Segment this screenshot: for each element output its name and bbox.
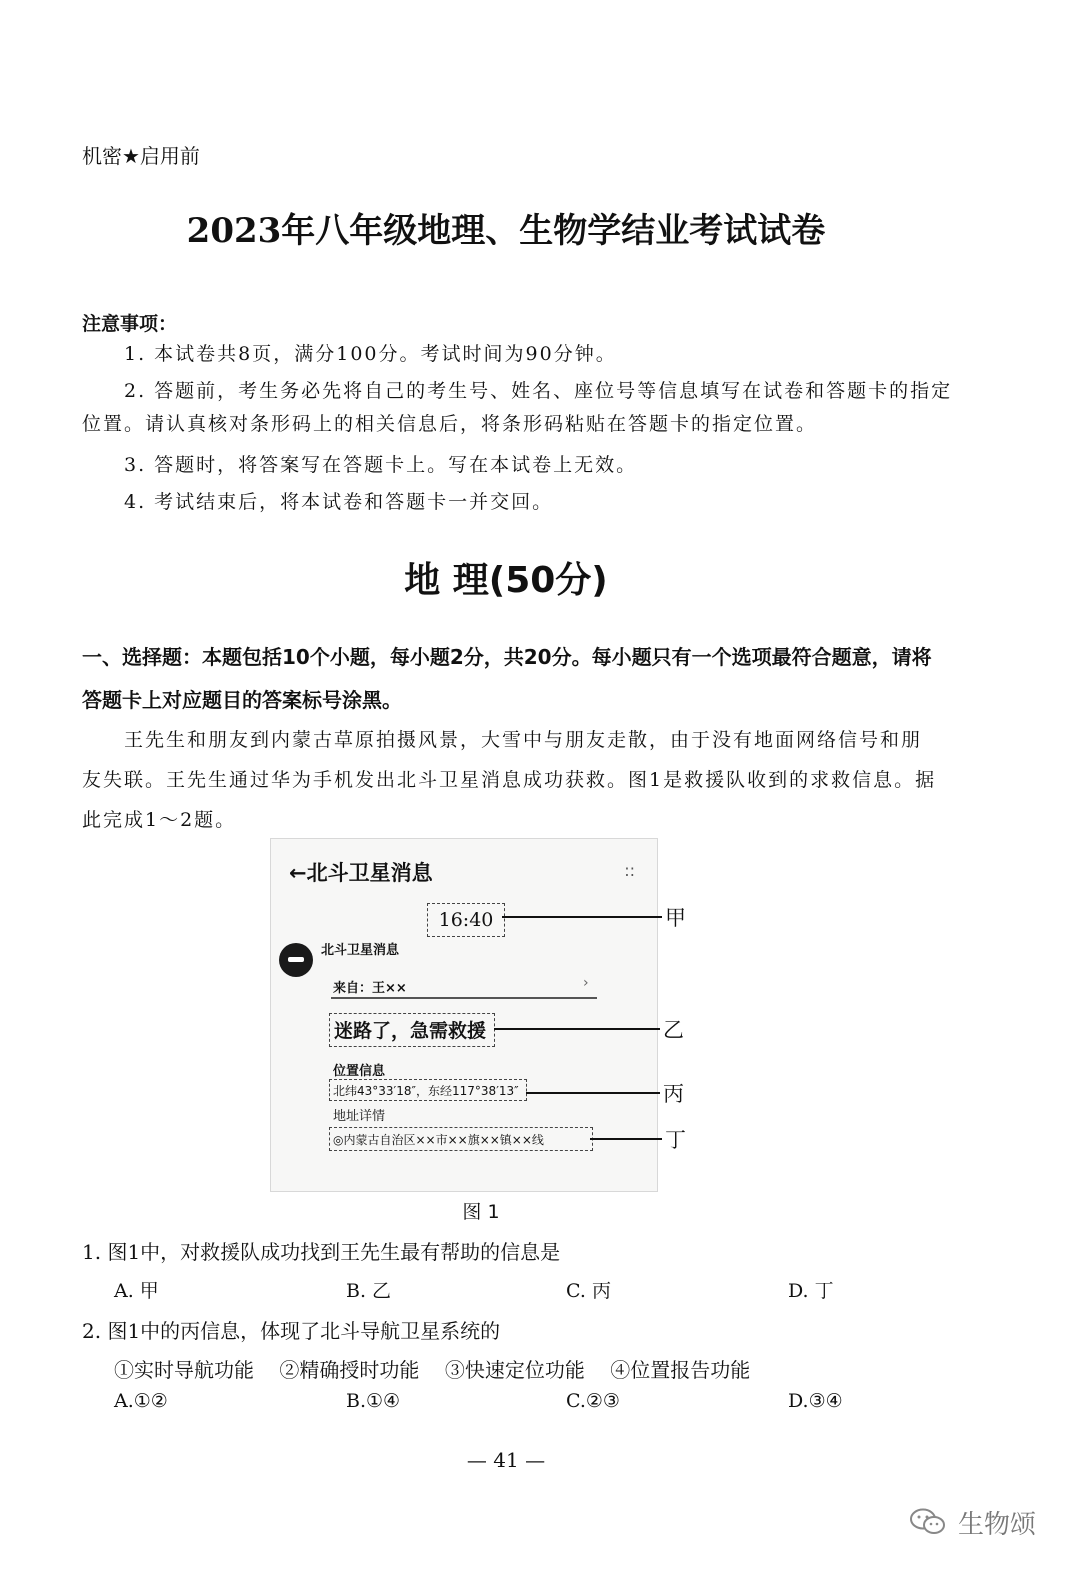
figure-address-box: ◎内蒙古自治区××市××旗××镇××线 xyxy=(329,1127,593,1151)
callout-jia: 甲 xyxy=(665,906,686,930)
figure-coordinates-box: 北纬43°33′18″，东经117°38′13″ xyxy=(329,1079,527,1101)
notice-item-1: 1. 本试卷共8页，满分100分。考试时间为90分钟。 xyxy=(124,343,617,365)
figure-from-line: 来自：王×× xyxy=(333,981,407,996)
figure-sender-name: 北斗卫星消息 xyxy=(321,943,400,958)
question-stem: 王先生和朋友到内蒙古草原拍摄风景，大雪中与朋友走散，由于没有地面网络信号和朋友失联。王先生通过华为手机发出北斗卫星消息成功获救。图1是救援队收到的求救信息。据此完成1～2题。 xyxy=(82,729,937,831)
notice-item-3: 3. 答题时，将答案写在答题卡上。写在本试卷上无效。 xyxy=(124,454,638,476)
notice-item-2: 2. 答题前，考生务必先将自己的考生号、姓名、座位号等信息填写在试卷和答题卡的指定位置。请认真核对条形码上的相关信息后，将条形码粘贴在答题卡的指定位置。 xyxy=(82,380,953,435)
figure-caption: 图 1 xyxy=(462,1201,500,1223)
callout-ding: 丁 xyxy=(665,1128,686,1152)
q2-option-d: D.③④ xyxy=(788,1390,843,1412)
satellite-avatar-icon xyxy=(279,943,313,977)
chevron-right-icon: › xyxy=(583,975,589,991)
figure-app-header: ←北斗卫星消息 xyxy=(289,861,433,885)
q1-option-c: C. 丙 xyxy=(566,1280,611,1302)
section-title: 地 理(50分) xyxy=(404,560,608,601)
notice-heading: 注意事项： xyxy=(82,313,178,335)
watermark-text: 生物颂 xyxy=(958,1510,1037,1540)
q1-option-a: A. 甲 xyxy=(114,1280,159,1302)
leader-line-bing xyxy=(526,1092,660,1094)
callout-bing: 丙 xyxy=(663,1082,684,1106)
q1-option-b: B. 乙 xyxy=(346,1280,392,1302)
q2-option-a: A.①② xyxy=(114,1390,168,1412)
menu-dots-icon: :: xyxy=(624,861,635,880)
q2-option-c: C.②③ xyxy=(566,1390,620,1412)
figure-address-label: 地址详情 xyxy=(333,1109,386,1124)
callout-yi: 乙 xyxy=(663,1018,684,1042)
page-number: — 41 — xyxy=(466,1448,546,1472)
question-1: 1. 图1中，对救援队成功找到王先生最有帮助的信息是 xyxy=(82,1240,561,1264)
figure-message-box: 迷路了，急需救援 xyxy=(329,1013,495,1047)
leader-line-jia xyxy=(502,916,662,918)
part-instructions: 一、选择题：本题包括10个小题，每小题2分，共20分。每小题只有一个选项最符合题意，请将答题卡上对应题目的答案标号涂黑。 xyxy=(82,645,932,712)
wechat-icon xyxy=(908,1506,948,1536)
q1-option-d: D. 丁 xyxy=(788,1280,834,1302)
leader-line-ding xyxy=(590,1138,662,1140)
question-2: 2. 图1中的丙信息，体现了北斗导航卫星系统的 xyxy=(82,1319,501,1343)
figure-divider xyxy=(331,997,597,999)
watermark xyxy=(908,1502,1058,1542)
figure-location-label: 位置信息 xyxy=(333,1064,386,1079)
q2-statements: ①实时导航功能 ②精确授时功能 ③快速定位功能 ④位置报告功能 xyxy=(114,1358,751,1382)
notice-item-4: 4. 考试结束后，将本试卷和答题卡一并交回。 xyxy=(124,491,554,513)
figure-time-box: 16:40 xyxy=(427,903,505,937)
confidential-label: 机密★启用前 xyxy=(82,144,200,168)
exam-title: 2023年八年级地理、生物学结业考试试卷 xyxy=(186,211,826,251)
leader-line-yi xyxy=(494,1028,660,1030)
q2-option-b: B.①④ xyxy=(346,1390,401,1412)
